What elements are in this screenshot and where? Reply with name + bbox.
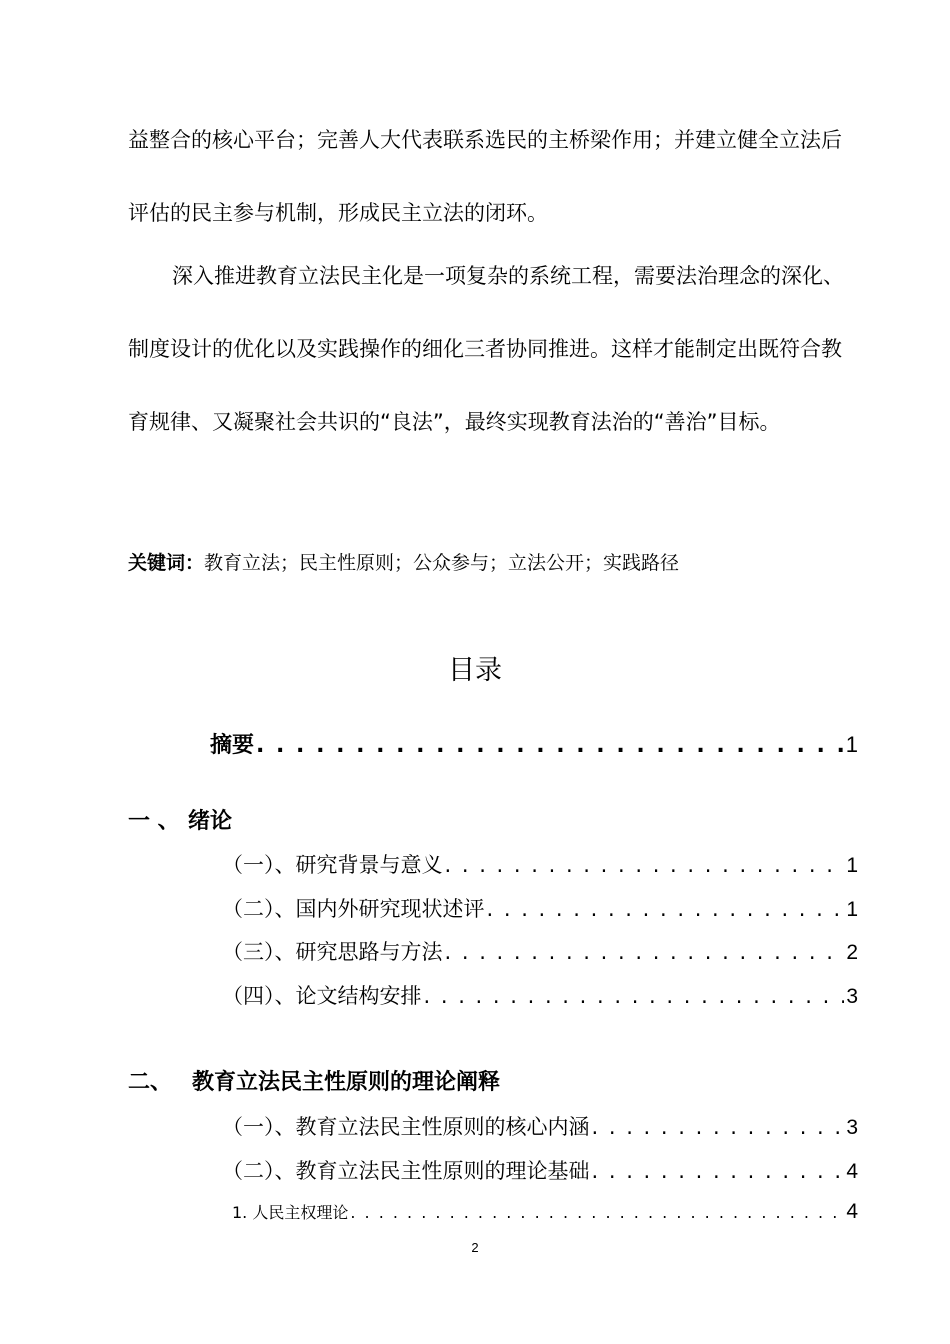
- toc-leader-dots: [424, 984, 845, 1008]
- toc-entry-abstract[interactable]: [210, 728, 858, 759]
- toc-page-number: 1: [846, 854, 858, 877]
- chapter-number: 一 、: [128, 809, 180, 834]
- toc-leader-dots: [592, 1159, 845, 1183]
- toc-entry-label: （一）、研究背景与意义: [222, 853, 443, 877]
- toc-page-number: 2: [846, 941, 858, 964]
- toc-leader-dots: [445, 853, 845, 877]
- toc-entry-label: （四）、论文结构安排: [222, 984, 422, 1008]
- toc-entry-label: （三）、研究思路与方法: [222, 940, 443, 964]
- toc-page-number: 3: [846, 1116, 858, 1139]
- toc-page-number: 1: [845, 732, 858, 757]
- toc-entry[interactable]: [222, 936, 858, 966]
- body-paragraph-2: 深入推进教育立法民主化是一项复杂的系统工程，需要法治理念的深化、制度设计的优化以及实践操作的细化三者协同推进。这样才能制定出既符合教育规律、又凝聚社会共识的“良法”，最终实现教育法治的“善治”目标。: [128, 264, 844, 434]
- toc-page-number: 4: [846, 1160, 858, 1183]
- toc-chapter-2-heading[interactable]: [128, 1065, 500, 1096]
- toc-leader-dots: [445, 940, 845, 964]
- toc-entry[interactable]: [222, 849, 858, 879]
- toc-entry-label: 摘要: [210, 733, 255, 758]
- toc-entry-label: （一）、教育立法民主性原则的核心内涵: [222, 1115, 590, 1139]
- toc-entry-label: （二）、教育立法民主性原则的理论基础: [222, 1159, 590, 1183]
- toc-entry[interactable]: [222, 1111, 858, 1141]
- toc-page-number: 1: [846, 898, 858, 921]
- toc-entry-label: 1. 人民主权理论: [232, 1203, 349, 1222]
- toc-entry[interactable]: [222, 980, 858, 1010]
- chapter-number: 二、: [128, 1070, 173, 1095]
- page-number: 2: [471, 1240, 479, 1255]
- toc-leader-dots: [256, 733, 844, 758]
- toc-entry[interactable]: [222, 893, 858, 923]
- toc-page-number: 3: [846, 985, 858, 1008]
- keywords-text: 教育立法；民主性原则；公众参与；立法公开；实践路径: [204, 552, 680, 574]
- body-paragraph-1: 益整合的核心平台；完善人大代表联系选民的主桥梁作用；并建立健全立法后评估的民主参与机制，形成民主立法的闭环。: [128, 128, 842, 225]
- toc-entry-label: （二）、国内外研究现状述评: [222, 897, 485, 921]
- keywords-label: 关键词：: [128, 552, 205, 574]
- chapter-title: 教育立法民主性原则的理论阐释: [192, 1070, 501, 1095]
- chapter-title: 绪论: [188, 809, 233, 834]
- toc-page-number: 4: [846, 1200, 858, 1223]
- toc-entry[interactable]: [222, 1155, 858, 1185]
- toc-leader-dots: [592, 1115, 845, 1139]
- toc-title: 目录: [448, 655, 502, 686]
- keywords-line: [128, 548, 679, 575]
- toc-leader-dots: [487, 897, 845, 921]
- toc-entry-sub[interactable]: [232, 1200, 858, 1224]
- toc-leader-dots: [350, 1203, 844, 1222]
- toc-chapter-1-heading[interactable]: [128, 804, 232, 835]
